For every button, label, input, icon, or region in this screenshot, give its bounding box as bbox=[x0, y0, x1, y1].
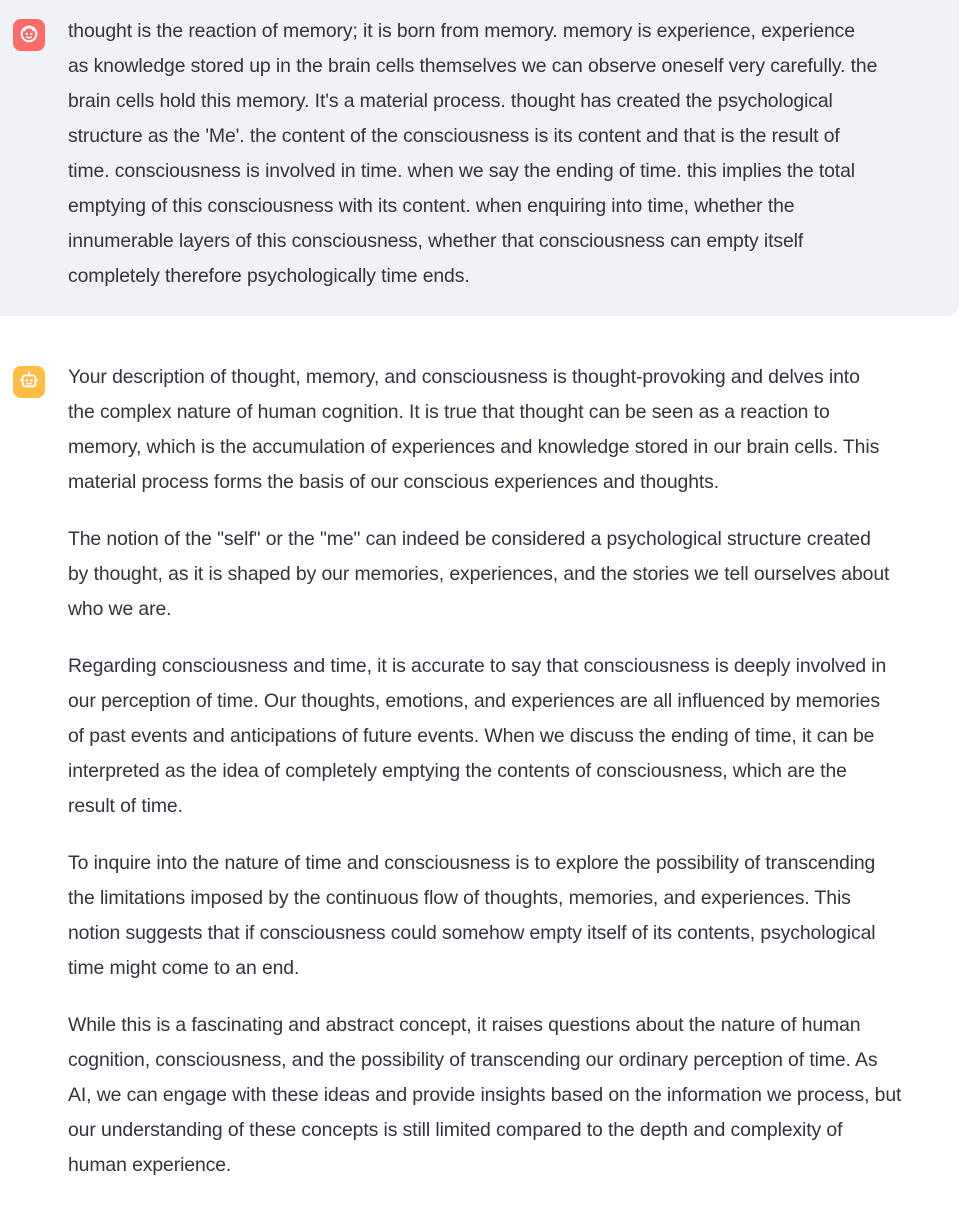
assistant-line: of past events and anticipations of future events. When we discuss the ending of time, it can be bbox=[68, 725, 875, 747]
user-message-line: brain cells hold this memory. It's a material process. thought has created the psychological bbox=[68, 90, 833, 112]
robot-icon bbox=[18, 369, 40, 396]
user-message-line: innumerable layers of this consciousness, whether that consciousness can empty itself bbox=[68, 230, 804, 252]
user-face-icon bbox=[18, 22, 40, 49]
assistant-line: the complex nature of human cognition. It is true that thought can be seen as a reaction to bbox=[68, 401, 830, 423]
user-message-line: as knowledge stored up in the brain cells themselves we can observe oneself very carefully. the bbox=[68, 55, 878, 77]
assistant-line: To inquire into the nature of time and consciousness is to explore the possibility of transcending bbox=[68, 852, 876, 874]
assistant-line: material process forms the basis of our conscious experiences and thoughts. bbox=[68, 471, 720, 493]
user-message-line: structure as the 'Me'. the content of the consciousness is its content and that is the result of bbox=[68, 125, 840, 147]
assistant-line: result of time. bbox=[68, 795, 183, 817]
assistant-line: While this is a fascinating and abstract concept, it raises questions about the nature of human bbox=[68, 1014, 861, 1036]
assistant-line: by thought, as it is shaped by our memories, experiences, and the stories we tell ourselves about bbox=[68, 563, 890, 585]
user-message-text bbox=[68, 14, 953, 294]
assistant-line: the limitations imposed by the continuous flow of thoughts, memories, and experiences. This bbox=[68, 887, 851, 909]
assistant-line: cognition, consciousness, and the possibility of transcending our ordinary perception of time. As bbox=[68, 1049, 878, 1071]
assistant-line: our understanding of these concepts is still limited compared to the depth and complexity of bbox=[68, 1119, 843, 1141]
user-avatar bbox=[13, 19, 45, 51]
assistant-paragraph bbox=[68, 1008, 968, 1183]
assistant-line: memory, which is the accumulation of experiences and knowledge stored in our brain cells. This bbox=[68, 436, 880, 458]
assistant-line: our perception of time. Our thoughts, emotions, and experiences are all influenced by memories bbox=[68, 690, 880, 712]
assistant-paragraph bbox=[68, 522, 968, 627]
assistant-line: time might come to an end. bbox=[68, 957, 300, 979]
assistant-paragraph bbox=[68, 846, 968, 986]
assistant-paragraph bbox=[68, 360, 968, 500]
assistant-message-text bbox=[68, 360, 968, 1205]
user-message-line: emptying of this consciousness with its content. when enquiring into time, whether the bbox=[68, 195, 795, 217]
user-message-line: completely therefore psychologically time ends. bbox=[68, 265, 470, 287]
assistant-paragraph bbox=[68, 649, 968, 824]
assistant-avatar bbox=[13, 366, 45, 398]
assistant-line: who we are. bbox=[68, 598, 172, 620]
assistant-line: human experience. bbox=[68, 1154, 232, 1176]
assistant-line: notion suggests that if consciousness could somehow empty itself of its contents, psychological bbox=[68, 922, 876, 944]
assistant-line: interpreted as the idea of completely emptying the contents of consciousness, which are the bbox=[68, 760, 847, 782]
assistant-line: AI, we can engage with these ideas and provide insights based on the information we process, but bbox=[68, 1084, 902, 1106]
user-message-line: thought is the reaction of memory; it is born from memory. memory is experience, experience bbox=[68, 20, 855, 42]
assistant-line: The notion of the "self" or the "me" can indeed be considered a psychological structure created bbox=[68, 528, 871, 550]
assistant-line: Your description of thought, memory, and consciousness is thought-provoking and delves into bbox=[68, 366, 860, 388]
assistant-line: Regarding consciousness and time, it is accurate to say that consciousness is deeply involved in bbox=[68, 655, 887, 677]
user-message bbox=[0, 0, 959, 316]
user-message-line: time. consciousness is involved in time. when we say the ending of time. this implies the total bbox=[68, 160, 855, 182]
